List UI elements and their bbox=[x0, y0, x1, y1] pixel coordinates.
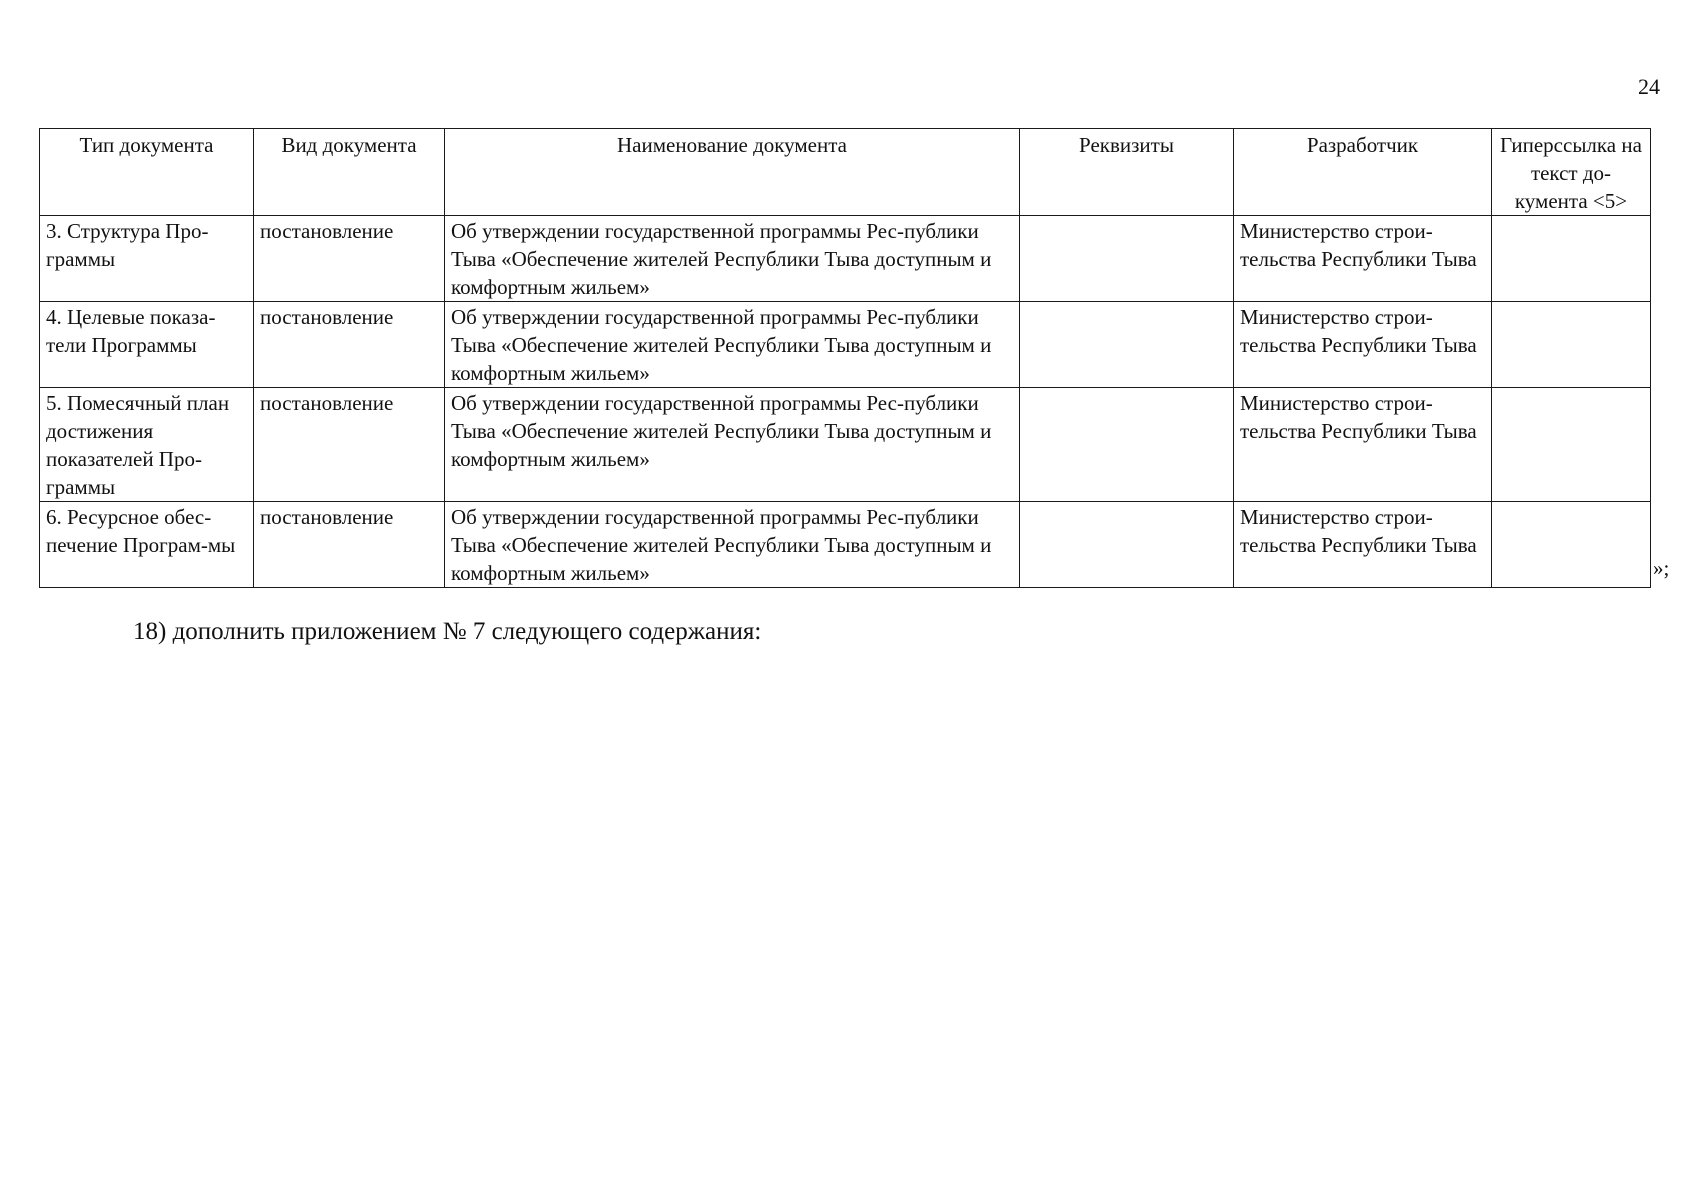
cell-document-type: 4. Целевые показа-тели Программы bbox=[40, 302, 254, 388]
cell-hyperlink bbox=[1492, 502, 1651, 588]
cell-developer: Министерство строи-тельства Республики Тыва bbox=[1234, 388, 1492, 502]
header-requisites: Реквизиты bbox=[1020, 129, 1234, 216]
cell-document-kind: постановление bbox=[254, 388, 445, 502]
cell-document-name: Об утверждении государственной программы Рес-публики Тыва «Обеспечение жителей Республики Тыва доступным и комфортным жильем» bbox=[445, 216, 1020, 302]
cell-hyperlink bbox=[1492, 388, 1651, 502]
header-document-kind: Вид документа bbox=[254, 129, 445, 216]
page-number: 24 bbox=[1638, 74, 1660, 99]
cell-document-kind: постановление bbox=[254, 502, 445, 588]
cell-document-type: 3. Структура Про-граммы bbox=[40, 216, 254, 302]
cell-document-name: Об утверждении государственной программы Рес-публики Тыва «Обеспечение жителей Республики Тыва доступным и комфортным жильем» bbox=[445, 502, 1020, 588]
cell-document-type: 5. Помесячный план достижения показателей Про-граммы bbox=[40, 388, 254, 502]
cell-requisites bbox=[1020, 216, 1234, 302]
cell-document-name: Об утверждении государственной программы Рес-публики Тыва «Обеспечение жителей Республики Тыва доступным и комфортным жильем» bbox=[445, 302, 1020, 388]
documents-table bbox=[39, 128, 1651, 588]
table-row bbox=[40, 216, 1651, 302]
cell-document-kind: постановление bbox=[254, 216, 445, 302]
header-developer: Разработчик bbox=[1234, 129, 1492, 216]
cell-developer: Министерство строи-тельства Республики Тыва bbox=[1234, 216, 1492, 302]
cell-document-name: Об утверждении государственной программы Рес-публики Тыва «Обеспечение жителей Республики Тыва доступным и комфортным жильем» bbox=[445, 388, 1020, 502]
cell-requisites bbox=[1020, 302, 1234, 388]
cell-hyperlink bbox=[1492, 302, 1651, 388]
cell-requisites bbox=[1020, 502, 1234, 588]
header-document-name: Наименование документа bbox=[445, 129, 1020, 216]
table-header-row bbox=[40, 129, 1651, 216]
closing-quote: »; bbox=[1653, 556, 1670, 580]
table-row bbox=[40, 502, 1651, 588]
header-document-type: Тип документа bbox=[40, 129, 254, 216]
table-row bbox=[40, 388, 1651, 502]
cell-document-kind: постановление bbox=[254, 302, 445, 388]
cell-developer: Министерство строи-тельства Республики Тыва bbox=[1234, 302, 1492, 388]
table-row bbox=[40, 302, 1651, 388]
cell-document-type: 6. Ресурсное обес-печение Програм-мы bbox=[40, 502, 254, 588]
cell-hyperlink bbox=[1492, 216, 1651, 302]
header-hyperlink: Гиперссылка на текст до-кумента <5> bbox=[1492, 129, 1651, 216]
amendment-paragraph: 18) дополнить приложением № 7 следующего содержания: bbox=[133, 618, 762, 645]
cell-requisites bbox=[1020, 388, 1234, 502]
cell-developer: Министерство строи-тельства Республики Тыва bbox=[1234, 502, 1492, 588]
